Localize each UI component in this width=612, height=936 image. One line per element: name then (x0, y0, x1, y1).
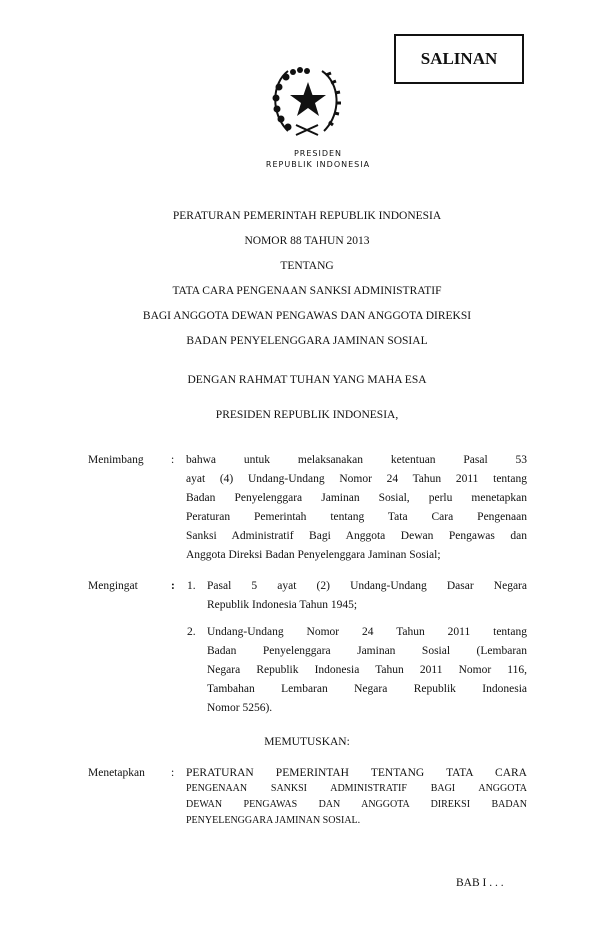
salinan-stamp: SALINAN (394, 34, 524, 84)
menimbang-line: bahwa untuk melaksanakan ketentuan Pasal 53 (186, 454, 527, 466)
garuda-star-emblem-icon (266, 63, 350, 139)
mengingat-line: Nomor 5256). (207, 702, 273, 714)
mengingat-line: Pasal 5 ayat (2) Undang-Undang Dasar Negara (207, 580, 527, 592)
title-line: NOMOR 88 TAHUN 2013 (244, 235, 370, 247)
header-republic: REPUBLIK INDONESIA (265, 160, 371, 169)
menimbang-line: Peraturan Pemerintah tentang Tata Cara Pengenaan (186, 511, 527, 523)
mengingat-colon: : (171, 580, 175, 592)
menimbang-colon: : (171, 454, 175, 466)
menetapkan-line: DEWAN PENGAWAS DAN ANGGOTA DIREKSI BADAN (186, 799, 527, 810)
mengingat-label: Mengingat (88, 580, 138, 592)
menimbang-line: Sanksi Administratif Bagi Anggota Dewan Pengawas dan (186, 530, 527, 542)
title-line: PERATURAN PEMERINTAH REPUBLIK INDONESIA (172, 210, 442, 222)
title-line: BAGI ANGGOTA DEWAN PENGAWAS DAN ANGGOTA DIREKSI (142, 310, 472, 322)
mengingat-line: Negara Republik Indonesia Tahun 2011 Nomor 116, (207, 664, 527, 676)
title-line: BADAN PENYELENGGARA JAMINAN SOSIAL (186, 335, 428, 347)
header-president: PRESIDEN (293, 149, 343, 158)
menimbang-line: Anggota Direksi Badan Penyelenggara Jaminan Sosial; (186, 549, 441, 561)
menetapkan-line: PERATURAN PEMERINTAH TENTANG TATA CARA (186, 767, 527, 779)
menetapkan-line: PENYELENGGARA JAMINAN SOSIAL. (186, 815, 361, 826)
item-number: 2. (187, 626, 196, 638)
title-line: TENTANG (280, 260, 334, 272)
menimbang-line: ayat (4) Undang-Undang Nomor 24 Tahun 2011 tentang (186, 473, 527, 485)
item-number: 1. (187, 580, 196, 592)
mengingat-line: Tambahan Lembaran Negara Republik Indonesia (207, 683, 527, 695)
mengingat-line: Undang-Undang Nomor 24 Tahun 2011 tentang (207, 626, 527, 638)
next-page-marker: BAB I . . . (456, 877, 504, 889)
president-line: PRESIDEN REPUBLIK INDONESIA, (215, 409, 399, 421)
menetapkan-label: Menetapkan (88, 767, 145, 779)
menimbang-line: Badan Penyelenggara Jaminan Sosial, perlu menetapkan (186, 492, 527, 504)
blessing: DENGAN RAHMAT TUHAN YANG MAHA ESA (187, 374, 427, 386)
mengingat-line: Republik Indonesia Tahun 1945; (207, 599, 358, 611)
menimbang-label: Menimbang (88, 454, 144, 466)
mengingat-line: Badan Penyelenggara Jaminan Sosial (Lembaran (207, 645, 527, 657)
memutuskan-heading: MEMUTUSKAN: (264, 736, 350, 748)
title-line: TATA CARA PENGENAAN SANKSI ADMINISTRATIF (172, 285, 442, 297)
menetapkan-colon: : (171, 767, 175, 779)
menetapkan-line: PENGENAAN SANKSI ADMINISTRATIF BAGI ANGGOTA (186, 783, 527, 794)
